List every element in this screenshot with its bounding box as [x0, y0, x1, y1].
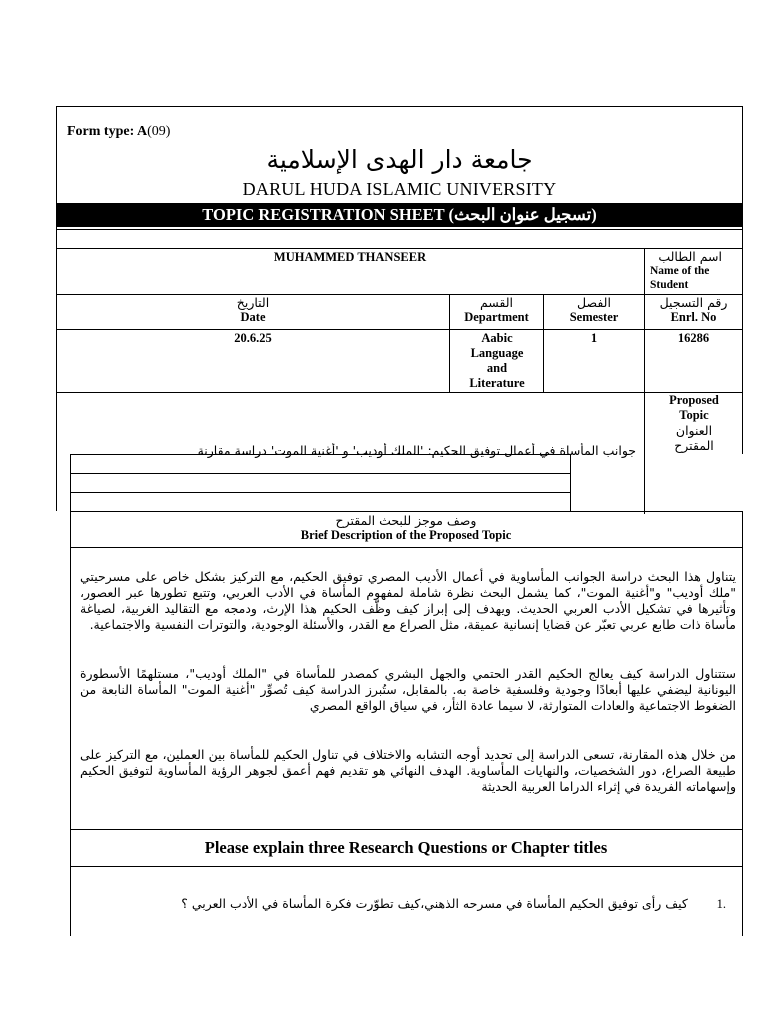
department-value: Aabic Language and Literature — [469, 331, 525, 390]
university-name-arabic: جامعة دار الهدى الإسلامية — [266, 145, 533, 174]
sheet-title-banner — [57, 203, 742, 227]
question-text: كيف رأى توفيق الحكيم المأساة في مسرحه الذهني،كيف تطوّرت فكرة المأساة في الأدب العربي ؟ — [181, 896, 688, 911]
research-questions-heading: Please explain three Research Questions or Chapter titles — [204, 838, 608, 857]
description-paragraph-2: ستتناول الدراسة كيف يعالج الحكيم القدر الحتمي والجهل البشري كمصدر للمأساة في "الملك أوديب"، مستلهمًا الأسطورة اليونانية ليضفي عليها أبعادًا وجودية وفلسفية خاصة به. بالمقابل، ستُبرز الدراسة كيف تُصوِّر "أغنية الموت" المأساة النابعة من الضغوط الاجتماعية والعادات المتوارثة، لا سيما عادة الثأر، في سياق الواقع المصري — [80, 666, 736, 713]
semester-header: الفصل Semester — [569, 295, 619, 324]
date-value: 20.6.25 — [234, 331, 272, 345]
proposed-topic-label: Proposed Topic العنوان المقترح — [669, 393, 719, 453]
form-top-border — [56, 106, 743, 107]
proposed-topic-value: جوانب المأساة في أعمال توفيق الحكيم: 'الملك أوديب' و 'أغنية الموت' دراسة مقارنة — [197, 443, 636, 458]
semester-value: 1 — [590, 331, 598, 345]
university-name-english: DARUL HUDA ISLAMIC UNIVERSITY — [242, 179, 557, 199]
enrollment-value: 16286 — [677, 331, 710, 345]
student-name: MUHAMMED THANSEER — [273, 250, 427, 264]
student-name-label: اسم الطالب Name of the Student — [650, 249, 722, 291]
research-question-1 — [80, 896, 726, 912]
description-paragraph-1: يتناول هذا البحث دراسة الجوانب المأساوية في أعمال الأديب المصري توفيق الحكيم، مع التركيز بشكل خاص على مسرحيتي "ملك أوديب" و"أغنية الموت"، كما يشمل البحث نظرة شاملة لمفهوم المأساة في الأدب العربي، وتتبع تطورها عبر العصور، وتأثيرها في تشكيل الأدب العربي الحديث. ويهدف إلى إبراز كيف وظّف الحكيم هذا الإرث، ودمجه مع التقاليد الغربية، لصياغة مأساة ذات طابع عربي تعبّر عن قضايا إنسانية عميقة، مثل الصراع مع القدر، والأسئلة الوجودية، والتوترات النفسية والاجتماعية. — [80, 569, 736, 632]
question-number: .1 — [716, 897, 726, 911]
sheet-title: TOPIC REGISTRATION SHEET (تسجيل عنوان البحث) — [202, 205, 597, 224]
description-heading: وصف موجز للبحث المقترح Brief Description of the Proposed Topic — [300, 513, 512, 542]
form-type: Form type: A(09) — [67, 124, 171, 139]
description-paragraph-3: من خلال هذه المقارنة، تسعى الدراسة إلى تحديد أوجه التشابه والاختلاف في تناول الحكيم للمأساة بين العملين، مع التركيز على طبيعة الصراع، دور الشخصيات، والنهايات المأساوية. الهدف النهائي هو تقديم فهم أعمق لجوهر الرؤية المأساوية لتوفيق الحكيم وإسهاماته الفريدة في إثراء الدراما العربية الحديثة — [80, 747, 736, 794]
date-header: التاريخ Date — [236, 295, 270, 324]
department-header: القسم Department — [464, 295, 529, 324]
enrollment-header: رقم التسجيل Enrl. No — [659, 295, 728, 324]
